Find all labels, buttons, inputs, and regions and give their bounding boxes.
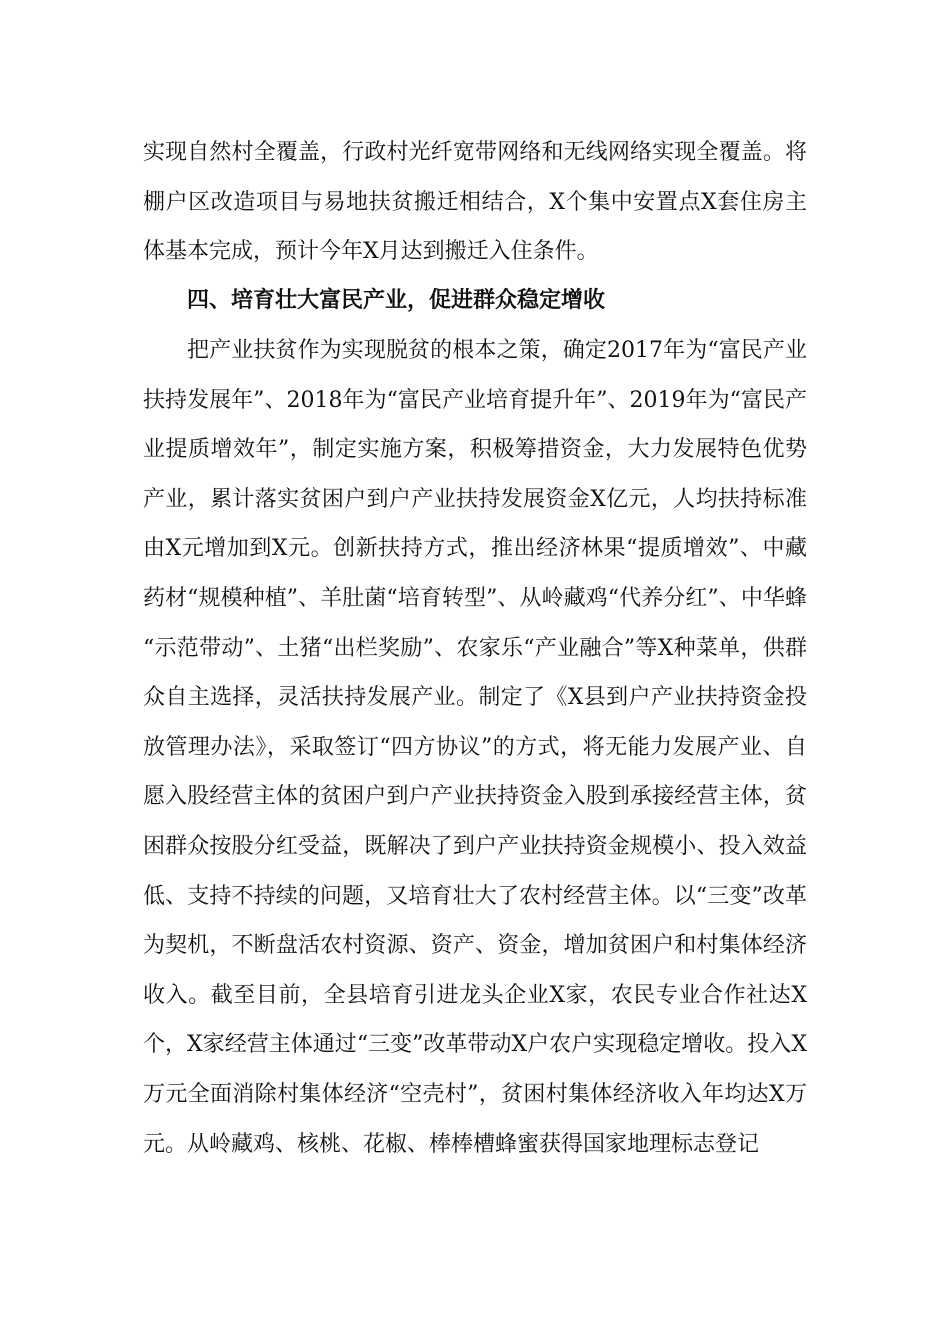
section-heading: 四、培育壮大富民产业，促进群众稳定增收 [187, 288, 606, 313]
main-paragraph: 把产业扶贫作为实现脱贫的根本之策，确定2017年为“富民产业扶持发展年”、2018年为“富民产业培育提升年”、2019年为“富民产业提质增效年”，制定实施方案，积极筹措资金，大力发展特色优势产业，累计落实贫困户到户产业扶持发展资金X亿元，人均扶持标准由X元增加到X元。创新扶持方式，推出经济林果“提质增效”、中藏药材“规模种植”、羊肚菌“培育转型”、从岭藏鸡“代养分红”、中华蜂“示范带动”、土猪“出栏奖励”、农家乐“产业融合”等X种菜单，供群众自主选择，灵活扶持发展产业。制定了《X县到户产业扶持资金投放管理办法》，采取签订“四方协议”的方式，将无能力发展产业、自愿入股经营主体的贫困户到户产业扶持资金入股到承接经营主体，贫困群众按股分红受益，既解决了到户产业扶持资金规模小、投入效益低、支持不持续的问题，又培育壮大了农村经营主体。以“三变”改革为契机，不断盘活农村资源、资产、资金，增加贫困户和村集体经济收入。截至目前，全县培育引进龙头企业X家，农民专业合作社达X个，X家经营主体通过“三变”改革带动X户农户实现稳定增收。投入X万元全面消除村集体经济“空壳村”，贫困村集体经济收入年均达X万元。从岭藏鸡、核桃、花椒、棒棒槽蜂蜜获得国家地理标志登记 [143, 338, 807, 1157]
intro-paragraph: 实现自然村全覆盖，行政村光纤宽带网络和无线网络实现全覆盖。将棚户区改造项目与易地扶贫搬迁相结合，X个集中安置点X套住房主体基本完成，预计今年X月达到搬迁入住条件。 [143, 140, 807, 265]
